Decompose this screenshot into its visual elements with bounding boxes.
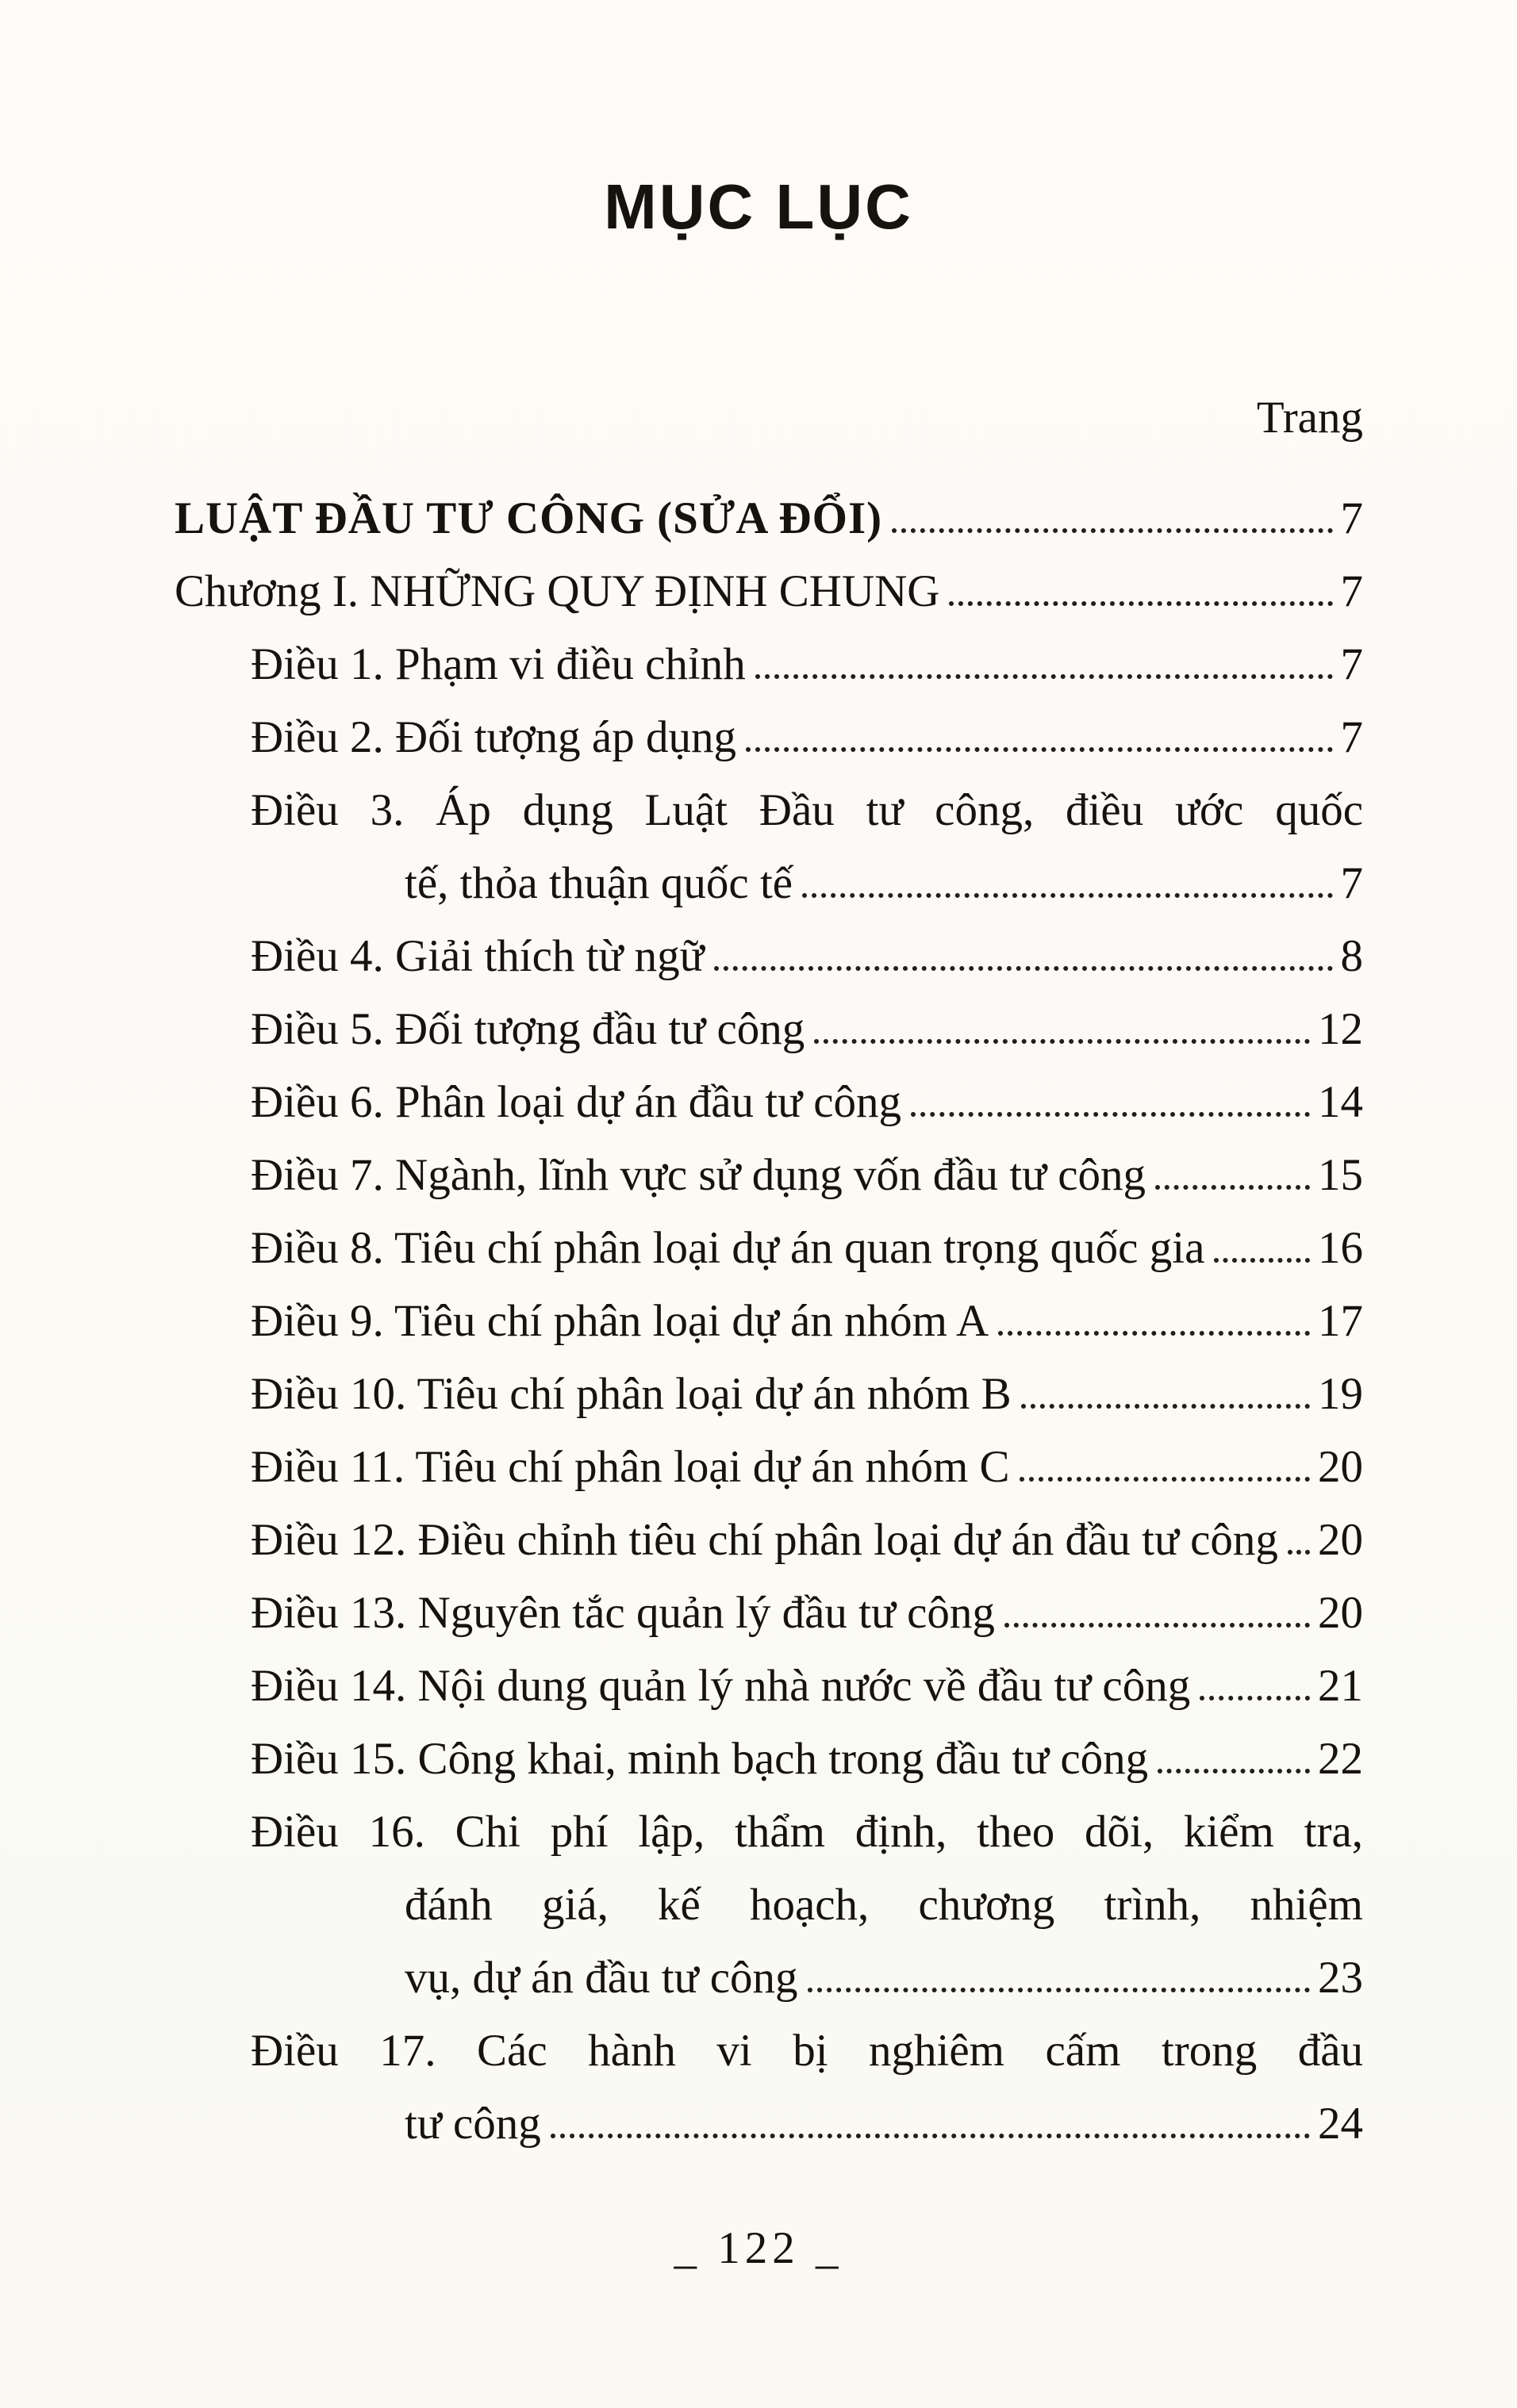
toc-entry-text: Điều 9. Tiêu chí phân loại dự án nhóm A — [251, 1296, 989, 1346]
toc-entry-text: Điều 11. Tiêu chí phân loại dự án nhóm C — [251, 1442, 1010, 1492]
toc-entry-text: Điều 12. Điều chỉnh tiêu chí phân loại dự án đầu tư công — [251, 1515, 1278, 1565]
toc-entry-text: vụ, dự án đầu tư công — [405, 1953, 798, 2003]
dot-leader — [1158, 1769, 1310, 1773]
toc-entry-page-number: 23 — [1318, 1953, 1363, 2003]
toc-entry — [175, 1212, 1363, 1285]
toc-entry-page-number: 8 — [1340, 931, 1363, 981]
dot-leader — [714, 966, 1333, 971]
toc-entry-line — [175, 482, 1363, 555]
toc-entry-page-number: 17 — [1318, 1296, 1363, 1346]
toc-entry-page-number: 19 — [1318, 1369, 1363, 1419]
toc-entry-text: Chương I. NHỮNG QUY ĐỊNH CHUNG — [175, 566, 940, 616]
toc-entry-text: Điều 14. Nội dung quản lý nhà nước về đầu tư công — [251, 1661, 1191, 1711]
dot-leader — [746, 747, 1333, 752]
toc-entry — [175, 1504, 1363, 1577]
toc-entry-page-number: 7 — [1340, 639, 1363, 689]
toc-entry — [175, 1431, 1363, 1504]
toc-entry-line — [251, 1066, 1363, 1139]
toc-entry-line — [251, 1285, 1363, 1358]
toc-entry-line — [251, 993, 1363, 1066]
toc-entry-page-number: 12 — [1318, 1004, 1363, 1054]
dot-leader — [1288, 1550, 1310, 1555]
toc-entry-page-number: 14 — [1318, 1077, 1363, 1127]
toc-entry-text: Điều 10. Tiêu chí phân loại dự án nhóm B — [251, 1369, 1012, 1419]
toc-entry-text: Điều 3. Áp dụng Luật Đầu tư công, điều ước quốc — [251, 785, 1363, 835]
dot-leader — [1004, 1623, 1310, 1628]
toc-entry-page-number: 7 — [1340, 566, 1363, 616]
toc-entry-text: Điều 6. Phân loại dự án đầu tư công — [251, 1077, 902, 1127]
toc-list — [175, 482, 1363, 2161]
toc-entry — [175, 482, 1363, 555]
page-column-label: Trang — [1256, 393, 1363, 443]
toc-entry — [175, 1650, 1363, 1723]
dot-leader — [1214, 1258, 1310, 1263]
toc-entry-line — [251, 1650, 1363, 1723]
toc-entry-text: LUẬT ĐẦU TƯ CÔNG (SỬA ĐỔI) — [175, 493, 883, 543]
toc-entry-text: Điều 2. Đối tượng áp dụng — [251, 712, 736, 762]
toc-entry-line — [251, 701, 1363, 774]
toc-entry-page-number: 24 — [1318, 2099, 1363, 2149]
toc-entry-line — [251, 1431, 1363, 1504]
toc-entry — [175, 1285, 1363, 1358]
dot-leader — [1021, 1404, 1310, 1409]
toc-entry-line — [251, 1139, 1363, 1212]
toc-entry-text: Điều 16. Chi phí lập, thẩm định, theo dõi, kiểm tra, — [251, 1807, 1363, 1857]
toc-entry-text: tư công — [405, 2099, 541, 2149]
toc-entry-page-number: 20 — [1318, 1588, 1363, 1638]
toc-entry-text: Điều 7. Ngành, lĩnh vực sử dụng vốn đầu tư công — [251, 1150, 1146, 1200]
dot-leader — [551, 2134, 1310, 2138]
toc-entry — [175, 2015, 1363, 2161]
toc-entry-text: tế, thỏa thuận quốc tế — [405, 858, 793, 908]
toc-entry-text: Điều 8. Tiêu chí phân loại dự án quan trọng quốc gia — [251, 1223, 1205, 1273]
toc-entry — [175, 1796, 1363, 2015]
dot-leader — [808, 1988, 1310, 1992]
toc-entry-line — [405, 1942, 1363, 2015]
toc-entry-page-number: 7 — [1340, 493, 1363, 543]
toc-entry-line — [251, 1723, 1363, 1796]
toc-entry — [175, 1066, 1363, 1139]
toc-entry — [175, 628, 1363, 701]
toc-entry-line — [251, 1504, 1363, 1577]
toc-entry — [175, 774, 1363, 920]
toc-entry-page-number: 16 — [1318, 1223, 1363, 1273]
toc-entry-line — [175, 555, 1363, 628]
toc-entry-line — [251, 628, 1363, 701]
page-number-footer: _ 122 _ — [674, 2223, 843, 2273]
toc-entry — [175, 555, 1363, 628]
toc-entry-text: Điều 4. Giải thích từ ngữ — [251, 931, 705, 981]
toc-entry-page-number: 20 — [1318, 1442, 1363, 1492]
toc-entry-line — [251, 1212, 1363, 1285]
toc-entry-line — [405, 2088, 1363, 2161]
dot-leader — [911, 1112, 1310, 1117]
page-title: MỤC LỤC — [604, 171, 913, 242]
toc-entry — [175, 1358, 1363, 1431]
toc-entry-page-number: 22 — [1318, 1734, 1363, 1784]
toc-entry-text: Điều 1. Phạm vi điều chỉnh — [251, 639, 746, 689]
dot-leader — [1155, 1185, 1310, 1190]
toc-entry — [175, 920, 1363, 993]
toc-entry-line — [251, 1358, 1363, 1431]
toc-entry-text: Điều 15. Công khai, minh bạch trong đầu tư công — [251, 1734, 1149, 1784]
toc-entry-text: Điều 5. Đối tượng đầu tư công — [251, 1004, 805, 1054]
toc-entry-line — [251, 920, 1363, 993]
dot-leader — [755, 674, 1333, 679]
toc-entry-text: Điều 13. Nguyên tắc quản lý đầu tư công — [251, 1588, 995, 1638]
toc-entry — [175, 701, 1363, 774]
toc-entry — [175, 993, 1363, 1066]
dot-leader — [998, 1331, 1310, 1336]
toc-entry-line — [251, 1577, 1363, 1650]
toc-entry-line — [405, 847, 1363, 920]
dot-leader — [949, 601, 1332, 606]
toc-entry — [175, 1577, 1363, 1650]
toc-entry — [175, 1723, 1363, 1796]
toc-entry — [175, 1139, 1363, 1212]
toc-entry-page-number: 7 — [1340, 858, 1363, 908]
toc-entry-page-number: 7 — [1340, 712, 1363, 762]
toc-entry-page-number: 20 — [1318, 1515, 1363, 1565]
toc-entry-text: đánh giá, kế hoạch, chương trình, nhiệm — [405, 1880, 1363, 1930]
dot-leader — [1200, 1696, 1310, 1701]
toc-entry-text: Điều 17. Các hành vi bị nghiêm cấm trong đầu — [251, 2026, 1363, 2076]
toc-entry-page-number: 21 — [1318, 1661, 1363, 1711]
dot-leader — [1020, 1477, 1310, 1482]
dot-leader — [814, 1039, 1310, 1044]
toc-entry-page-number: 15 — [1318, 1150, 1363, 1200]
dot-leader — [802, 893, 1332, 898]
dot-leader — [892, 528, 1332, 533]
